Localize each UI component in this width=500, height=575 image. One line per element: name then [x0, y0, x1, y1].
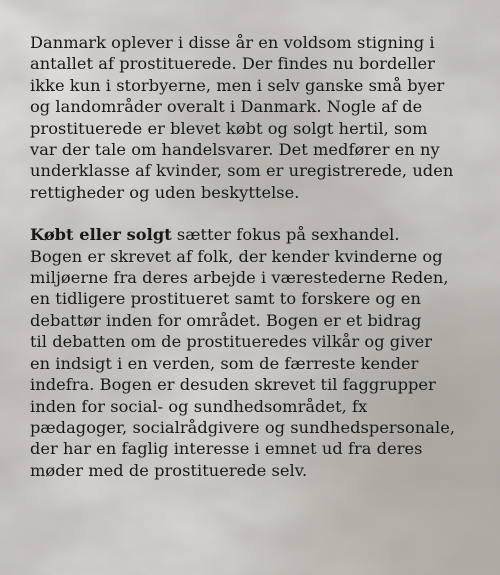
text-line: prostituerede er blevet købt og solgt hertil, som	[30, 118, 428, 138]
text-line: Bogen er skrevet af folk, der kender kvinderne og	[30, 246, 443, 266]
text-line: var der tale om handelsvarer. Det medfører en ny	[30, 140, 440, 160]
text-line: en tidligere prostitueret samt to forskere og en	[30, 289, 421, 309]
text-line: indefra. Bogen er desuden skrevet til faggrupper	[30, 375, 436, 395]
text-line: debattør inden for området. Bogen er et bidrag	[30, 310, 422, 330]
intro-paragraph	[30, 32, 482, 203]
text-line: en indsigt i en verden, som de færreste kender	[30, 353, 419, 373]
text-line: til debatten om de prostitueredes vilkår og giver	[30, 332, 433, 352]
text-line: inden for social- og sundhedsområdet, fx	[30, 396, 368, 416]
text-line: pædagoger, socialrådgivere og sundhedspersonale,	[30, 417, 456, 437]
back-cover-text	[30, 32, 482, 481]
description-paragraph	[30, 224, 482, 481]
text-line: ikke kun i storbyerne, men i selv ganske små byer	[30, 75, 445, 95]
text-fragment: sætter fokus på sexhandel.	[171, 225, 400, 245]
book-title: Købt eller solgt	[30, 225, 172, 245]
text-line: og landområder overalt i Danmark. Nogle af de	[30, 97, 423, 117]
text-line: der har en faglig interesse i emnet ud fra deres	[30, 439, 423, 459]
text-line: rettigheder og uden beskyttelse.	[30, 182, 300, 202]
text-line: antallet af prostituerede. Der findes nu bordeller	[30, 54, 435, 74]
text-line: underklasse af kvinder, som er uregistrerede, uden	[30, 161, 454, 181]
text-line: møder med de prostituerede selv.	[30, 460, 308, 480]
text-line: miljøerne fra deres arbejde i værestederne Reden,	[30, 268, 449, 288]
text-line	[30, 224, 482, 245]
text-line: Danmark oplever i disse år en voldsom stigning i	[30, 33, 435, 52]
